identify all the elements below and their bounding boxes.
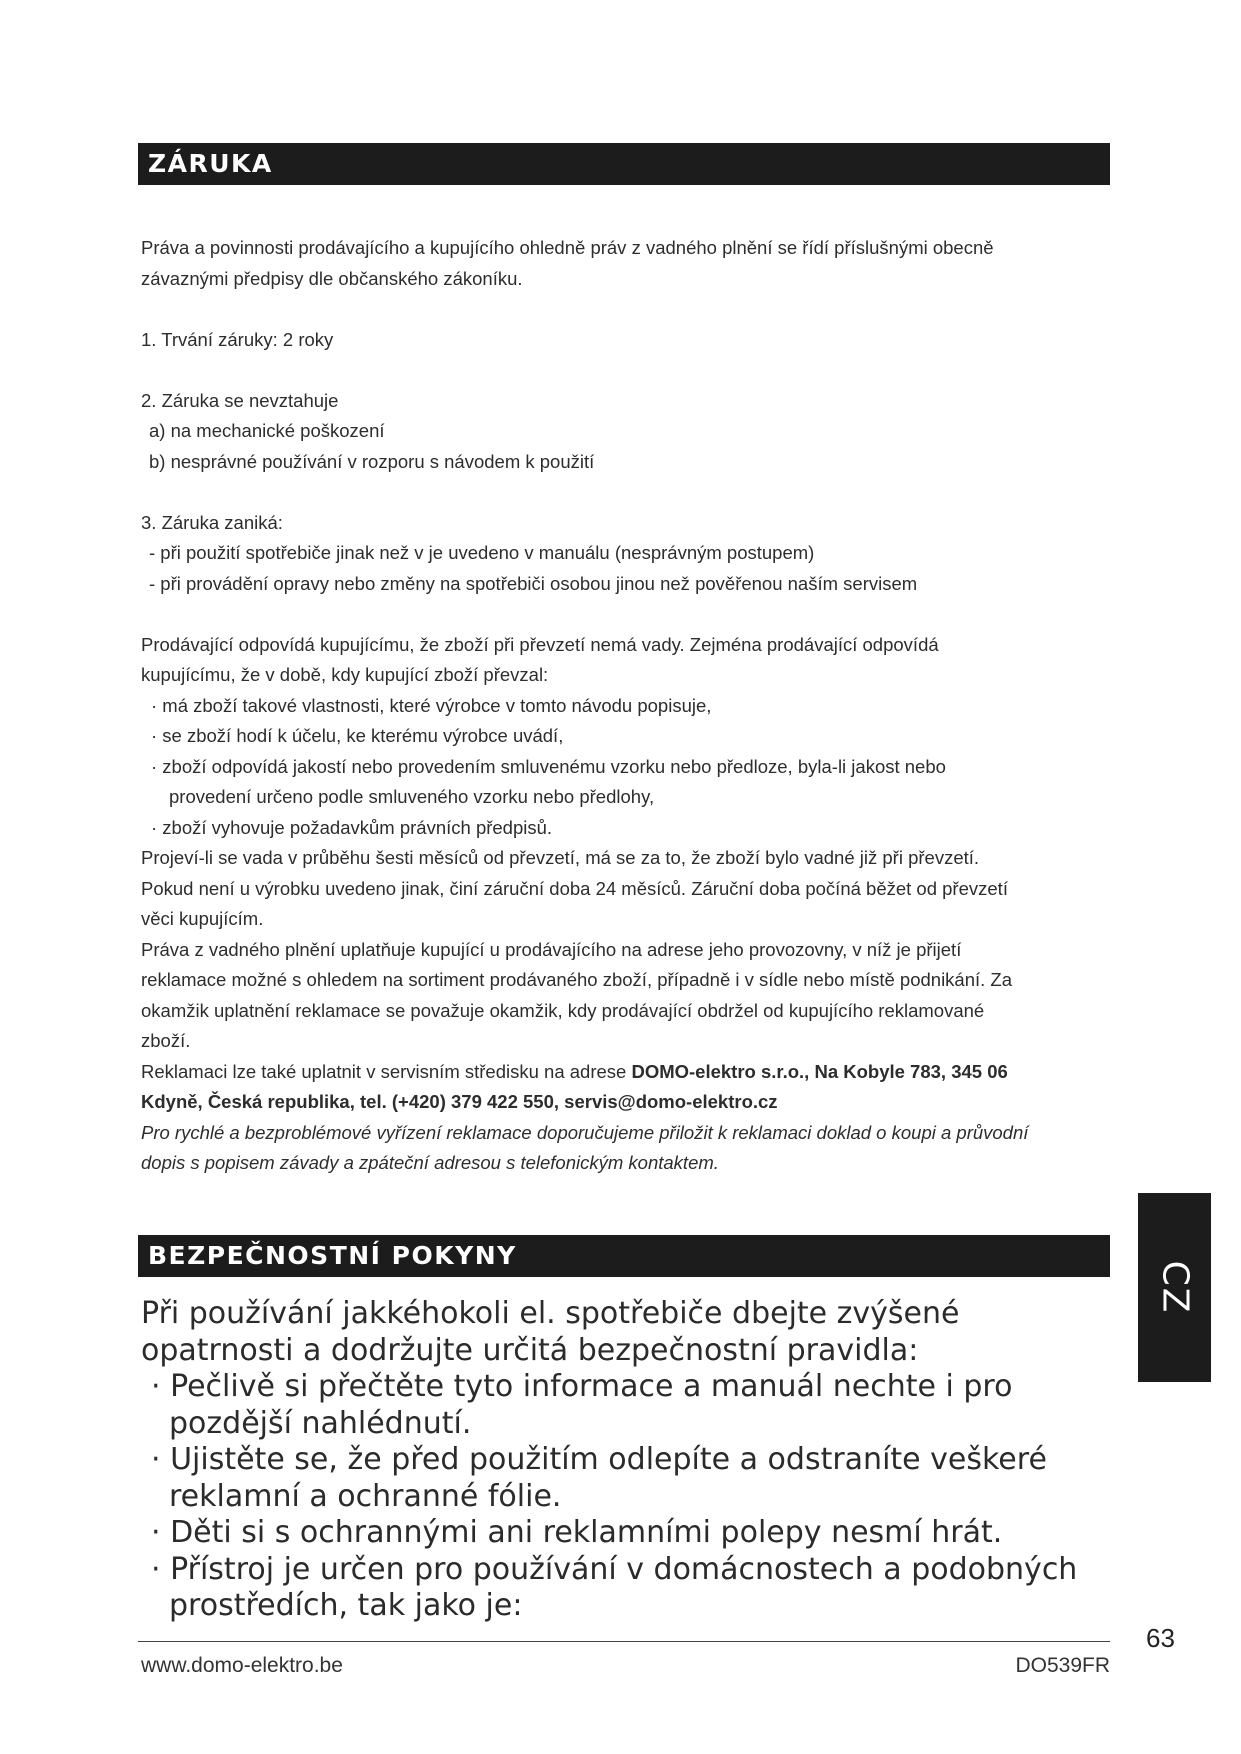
warranty-bullet: · se zboží hodí k účelu, ke kterému výrobce uvádí,	[151, 725, 564, 746]
warranty-item-2a: a) na mechanické poškození	[149, 420, 385, 441]
safety-intro-line-1: Při používání jakkéhokoli el. spotřebiče dbejte zvýšené	[141, 1296, 960, 1331]
warranty-paragraph-line: Práva z vadného plnění uplatňuje kupující u prodávajícího na adrese jeho provozovny, v níž je přijetí	[141, 938, 962, 960]
warranty-item-2: 2. Záruka se nevztahuje	[141, 389, 339, 411]
warranty-intro-line-1: Práva a povinnosti prodávajícího a kupujícího ohledně práv z vadného plnění se řídí příslušnými obecně	[141, 237, 994, 258]
warranty-bullet: · zboží odpovídá jakostí nebo provedením smluvenému vzorku nebo předloze, byla-li jakost nebo	[151, 755, 946, 777]
warranty-heading: ZÁRUKA	[138, 143, 1110, 185]
language-tab	[1138, 1193, 1211, 1382]
warranty-item-1: 1. Trvání záruky: 2 roky	[141, 328, 334, 350]
warranty-bullet: · má zboží takové vlastnosti, které výrobce v tomto návodu popisuje,	[151, 694, 712, 716]
warranty-bullet: · zboží vyhovuje požadavkům právních předpisů.	[151, 816, 553, 838]
service-address-line-2: Kdyně, Česká republika, tel. (+420) 379 422 550, servis@domo-elektro.cz	[141, 1091, 778, 1112]
safety-bullet: · Děti si s ochrannými ani reklamními polepy nesmí hrát.	[151, 1515, 1003, 1550]
safety-bullet-continuation: pozdější nahlédnutí.	[169, 1405, 472, 1441]
warranty-item-3: 3. Záruka zaniká:	[141, 511, 283, 533]
warranty-body	[141, 233, 1116, 1179]
safety-intro-line-2: opatrnosti a dodržujte určitá bezpečnostní pravidla:	[141, 1332, 919, 1368]
claim-recommendation-line-1: Pro rychlé a bezproblémové vyřízení reklamace doporučujeme přiložit k reklamaci doklad o koupi a průvodní	[141, 1121, 1029, 1143]
safety-heading: BEZPEČNOSTNÍ POKYNY	[138, 1235, 1110, 1277]
warranty-item-3b: - při provádění opravy nebo změny na spotřebiči osobou jinou než pověřenou naším servisem	[149, 572, 918, 594]
warranty-paragraph-line: zboží.	[141, 1030, 191, 1051]
warranty-intro-line-2: závaznými předpisy dle občanského zákoníku.	[141, 267, 523, 289]
footer-website: www.domo-elektro.be	[141, 1654, 343, 1677]
service-company-address: DOMO-elektro s.r.o., Na Kobyle 783, 345 06	[631, 1060, 1008, 1082]
warranty-item-3a: - při použití spotřebiče jinak než v je uvedeno v manuálu (nesprávným postupem)	[149, 542, 815, 563]
safety-bullet: · Přístroj je určen pro používání v domácnostech a podobných	[151, 1551, 1078, 1587]
safety-bullet: · Pečlivě si přečtěte tyto informace a manuál nechte i pro	[151, 1369, 1013, 1404]
warranty-paragraph-line: reklamace možné s ohledem na sortiment prodávaného zboží, případně i v sídle nebo místě podnikání. Za	[141, 969, 1013, 990]
footer-model: DO539FR	[1015, 1654, 1110, 1677]
claim-recommendation-line-2: dopis s popisem závady a zpáteční adresou s telefonickým kontaktem.	[141, 1152, 719, 1173]
warranty-paragraph-line: Projeví-li se vada v průběhu šesti měsíců od převzetí, má se za to, že zboží bylo vadné již při převzetí.	[141, 847, 980, 868]
service-address-line-1	[141, 1057, 1116, 1088]
safety-bullet-continuation: prostředích, tak jako je:	[169, 1588, 523, 1623]
warranty-paragraph-line: kupujícímu, že v době, kdy kupující zboží převzal:	[141, 664, 549, 685]
language-tab-label: CZ	[1154, 1260, 1195, 1315]
safety-bullet: · Ujistěte se, že před použitím odlepíte a odstraníte veškeré	[151, 1442, 1047, 1477]
warranty-item-2b: b) nesprávné používání v rozporu s návodem k použití	[149, 450, 595, 472]
warranty-paragraph-line: věci kupujícím.	[141, 908, 264, 929]
service-prefix: Reklamaci lze také uplatnit v servisním středisku na adrese	[141, 1060, 632, 1082]
page-number: 63	[1146, 1623, 1175, 1653]
warranty-bullet-continuation: provedení určeno podle smluveného vzorku nebo předlohy,	[169, 786, 655, 807]
warranty-paragraph-line: Prodávající odpovídá kupujícímu, že zboží při převzetí nemá vady. Zejména prodávající odpovídá	[141, 633, 939, 655]
safety-bullet-continuation: reklamní a ochranné fólie.	[169, 1478, 562, 1514]
warranty-paragraph-line: okamžik uplatnění reklamace se považuje okamžik, kdy prodávající obdržel od kupujícího reklamované	[141, 999, 985, 1021]
warranty-paragraph-line: Pokud není u výrobku uvedeno jinak, činí záruční doba 24 měsíců. Záruční doba počíná běžet od převzetí	[141, 877, 1008, 899]
footer-divider	[138, 1641, 1110, 1642]
safety-body	[141, 1296, 1116, 1625]
